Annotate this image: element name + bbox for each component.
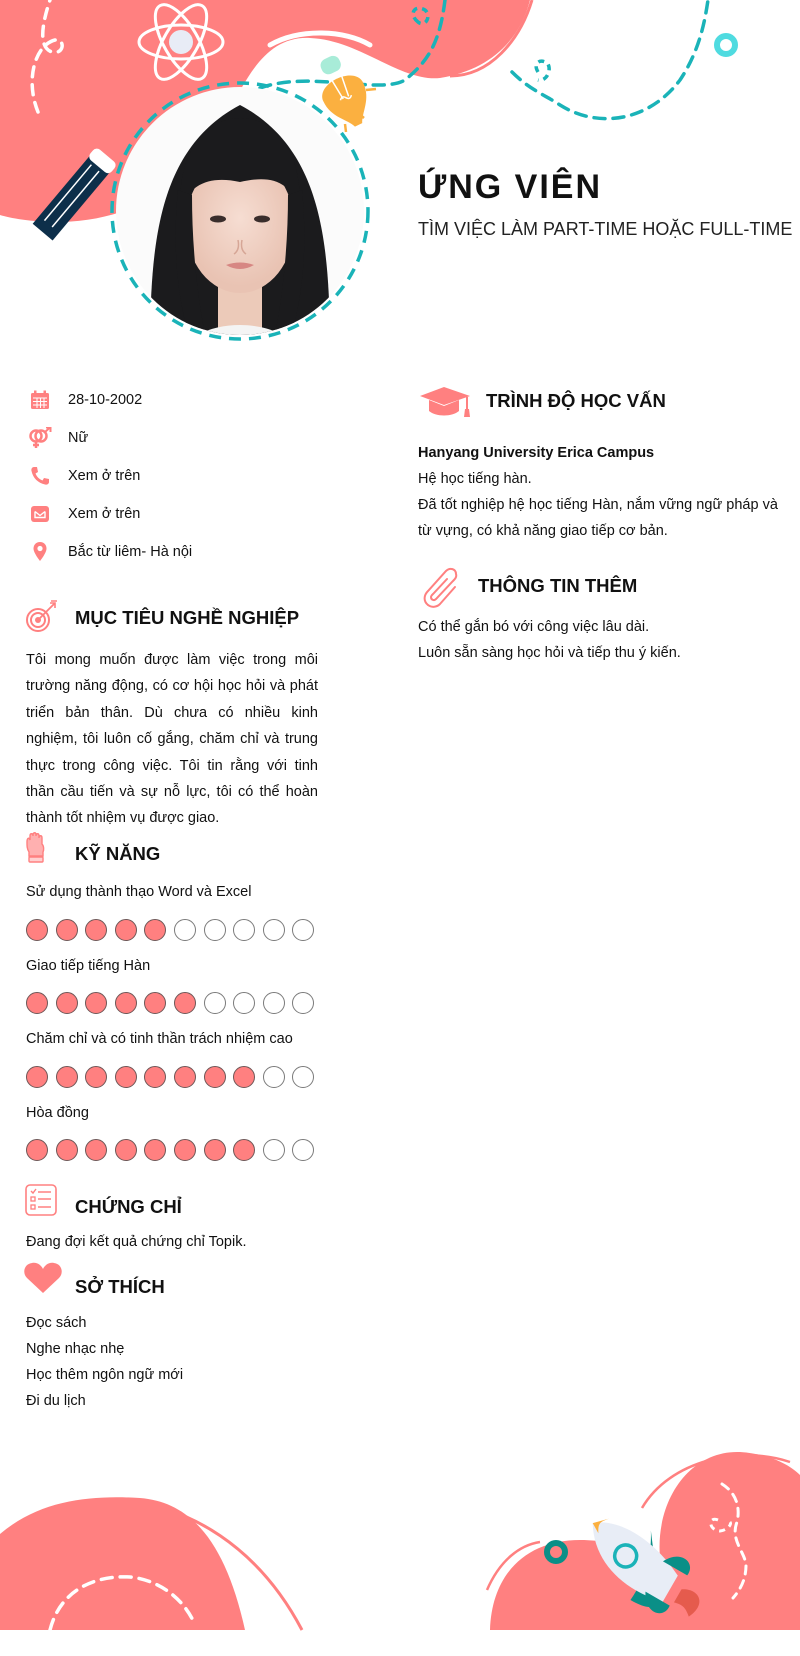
skill-rating	[26, 1139, 314, 1161]
phone-text[interactable]: Xem ở trên	[68, 468, 141, 484]
rating-dot-filled	[85, 1139, 107, 1161]
certificates-text: Đang đợi kết quả chứng chỉ Topik.	[26, 1234, 247, 1250]
education-description: Đã tốt nghiệp hệ học tiếng Hàn, nắm vững ngữ pháp và từ vựng, có khả năng giao tiếp cơ bản.	[418, 497, 778, 540]
additional-info-title: THÔNG TIN THÊM	[478, 575, 638, 596]
rating-dot-filled	[174, 992, 196, 1014]
graduation-cap-icon	[418, 385, 474, 424]
hobby-item: Học thêm ngôn ngữ mới	[26, 1367, 184, 1383]
rating-dot-filled	[85, 992, 107, 1014]
skill-label: Sử dụng thành thạo Word và Excel	[26, 884, 252, 900]
rating-dot-filled	[56, 919, 78, 941]
location-pin-icon	[28, 540, 52, 564]
rating-dot-filled	[85, 1066, 107, 1088]
rating-dot-empty	[263, 919, 285, 941]
address-text: Bắc từ liêm- Hà nội	[68, 544, 193, 560]
skills-title: KỸ NĂNG	[75, 843, 161, 864]
footer-decoration	[0, 1440, 800, 1656]
education-program: Hệ học tiếng hàn.	[418, 471, 532, 487]
rating-dot-empty	[263, 1066, 285, 1088]
ring-icon	[717, 36, 735, 54]
rating-dot-empty	[292, 919, 314, 941]
rating-dot-filled	[26, 1066, 48, 1088]
rating-dot-filled	[115, 1066, 137, 1088]
header-decoration	[0, 0, 800, 360]
rating-dot-filled	[144, 1066, 166, 1088]
rating-dot-filled	[204, 1066, 226, 1088]
rating-dot-filled	[144, 992, 166, 1014]
objective-text: Tôi mong muốn được làm việc trong môi trường năng động, có cơ hội học hỏi và phát triển bản thân. Dù chưa có nhiều kinh nghiệm, tôi luôn cố gắng, chăm chỉ và trung thực trong công việc. Tôi tin rằng với tinh thần cầu tiến và sự nỗ lực, tôi có thể hoàn thành tốt nhiệm vụ được giao.	[26, 652, 318, 827]
education-title: TRÌNH ĐỘ HỌC VẤN	[486, 390, 666, 411]
rating-dot-filled	[26, 992, 48, 1014]
skill-rating	[26, 992, 314, 1014]
phone-icon	[28, 464, 52, 488]
rating-dot-empty	[233, 919, 255, 941]
rating-dot-filled	[115, 919, 137, 941]
rating-dot-filled	[85, 919, 107, 941]
rating-dot-filled	[233, 1066, 255, 1088]
rating-dot-empty	[292, 992, 314, 1014]
rating-dot-empty	[263, 1139, 285, 1161]
hand-icon	[25, 832, 47, 869]
rating-dot-filled	[233, 1139, 255, 1161]
rating-dot-filled	[204, 1139, 226, 1161]
rating-dot-filled	[144, 919, 166, 941]
contact-address	[28, 540, 192, 564]
skill-rating	[26, 919, 314, 941]
hobby-item: Đọc sách	[26, 1315, 87, 1331]
rating-dot-filled	[115, 992, 137, 1014]
hobbies-title: SỞ THÍCH	[75, 1276, 165, 1297]
rating-dot-filled	[26, 919, 48, 941]
skill-rating	[26, 1066, 314, 1088]
rating-dot-filled	[56, 992, 78, 1014]
candidate-name: ỨNG VIÊN	[418, 168, 603, 206]
certificates-title: CHỨNG CHỈ	[75, 1196, 182, 1217]
rating-dot-filled	[56, 1066, 78, 1088]
email-icon	[28, 502, 52, 526]
paperclip-icon	[420, 567, 462, 614]
rating-dot-empty	[233, 992, 255, 1014]
additional-item: Có thể gắn bó với công việc lâu dài.	[418, 619, 650, 635]
contact-birthdate	[28, 388, 142, 412]
contact-phone	[28, 464, 140, 488]
contact-gender	[28, 426, 88, 450]
rating-dot-filled	[144, 1139, 166, 1161]
rating-dot-filled	[26, 1139, 48, 1161]
calendar-icon	[28, 388, 52, 412]
skill-label: Chăm chỉ và có tinh thần trách nhiệm cao	[26, 1031, 293, 1047]
rating-dot-empty	[263, 992, 285, 1014]
rating-dot-filled	[56, 1139, 78, 1161]
skill-label: Hòa đồng	[26, 1105, 89, 1121]
rating-dot-filled	[174, 1066, 196, 1088]
objective-title: MỤC TIÊU NGHỀ NGHIỆP	[75, 607, 300, 628]
rating-dot-empty	[292, 1139, 314, 1161]
rating-dot-empty	[204, 992, 226, 1014]
hobby-item: Nghe nhạc nhẹ	[26, 1341, 125, 1357]
school-name: Hanyang University Erica Campus	[418, 445, 655, 461]
gender-text: Nữ	[68, 430, 89, 446]
rating-dot-filled	[115, 1139, 137, 1161]
birthdate-text: 28-10-2002	[68, 392, 143, 408]
job-objective-subtitle: TÌM VIỆC LÀM PART-TIME HOẶC FULL-TIME	[418, 219, 793, 239]
heart-icon	[24, 1262, 62, 1299]
hobby-item: Đi du lịch	[26, 1393, 86, 1409]
checklist-icon	[25, 1184, 57, 1221]
target-icon	[24, 600, 58, 639]
rating-dot-empty	[292, 1066, 314, 1088]
additional-item: Luôn sẵn sàng học hỏi và tiếp thu ý kiến.	[418, 645, 681, 661]
rating-dot-filled	[174, 1139, 196, 1161]
skill-label: Giao tiếp tiếng Hàn	[26, 958, 151, 974]
rating-dot-empty	[174, 919, 196, 941]
gender-icon	[28, 426, 52, 450]
rating-dot-empty	[204, 919, 226, 941]
email-text[interactable]: Xem ở trên	[68, 506, 141, 522]
contact-email	[28, 502, 140, 526]
